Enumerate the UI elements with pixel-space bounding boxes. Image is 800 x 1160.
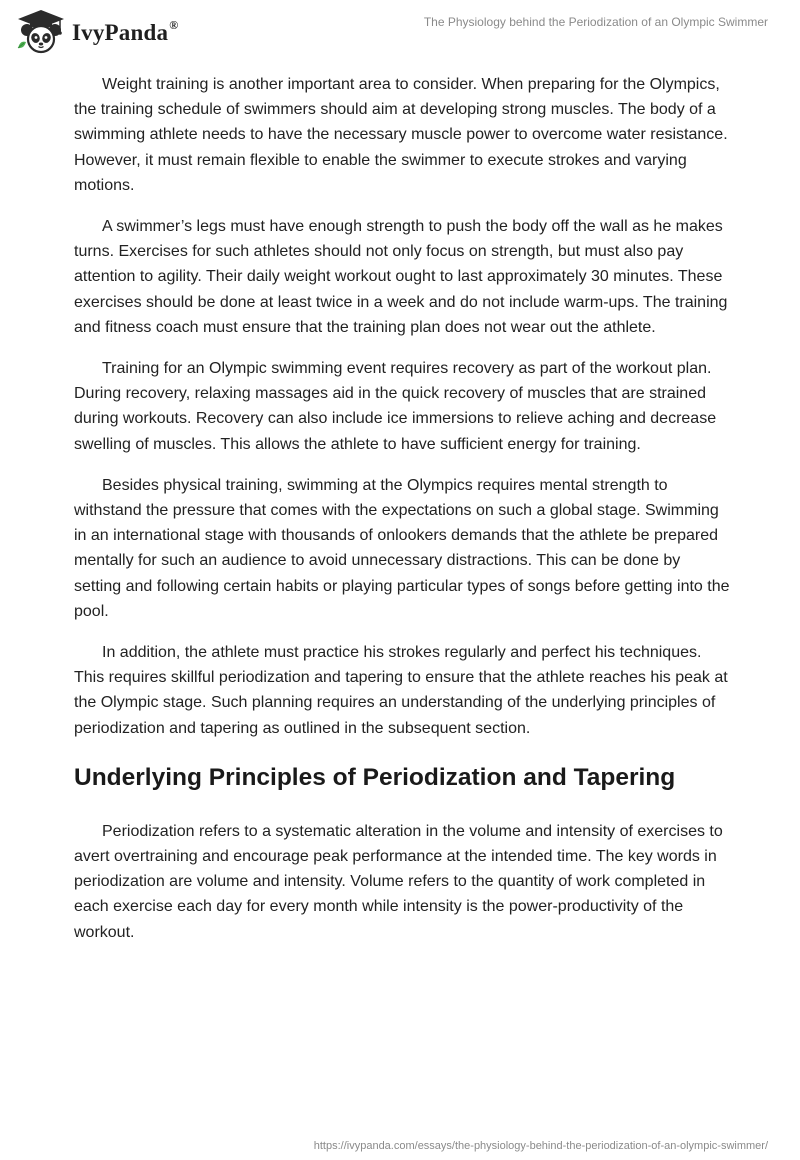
- page-header: [0, 0, 800, 62]
- paragraph: Besides physical training, swimming at the Olympics requires mental strength to withstand the pressure that comes with the expectations on such a global stage. Swimming in an international stage with thousands of onlookers demands that the athlete be prepared mentally for such an audience to avoid unnecessary distractions. This can be done by setting and following certain habits or playing particular types of songs before getting into the pool.: [74, 476, 730, 620]
- ivypanda-logo[interactable]: [14, 8, 178, 54]
- essay-content: [74, 72, 730, 961]
- brand-name: [72, 20, 178, 46]
- paragraph: In addition, the athlete must practice his strokes regularly and perfect his techniques. This requires skillful periodization and tapering to ensure that the athlete reaches his peak at the Olympic stage. Such planning requires an understanding of the underlying principles of periodization and tapering as outlined in the subsequent section.: [74, 644, 728, 737]
- paragraph: Periodization refers to a systematic alteration in the volume and intensity of exercises to avert overtraining and encourage peak performance at the intended time. The key words in periodization are volume and intensity. Volume refers to the quantity of work completed in each exercise each day for every month while intensity is the power-productivity of the workout.: [74, 822, 723, 941]
- panda-graduate-icon: [14, 8, 68, 54]
- brand-name-text: IvyPanda: [72, 20, 169, 45]
- source-url-link[interactable]: https://ivypanda.com/essays/the-physiology-behind-the-periodization-of-an-olympic-swimmer/: [313, 1140, 768, 1152]
- paragraph: A swimmer’s legs must have enough strength to push the body off the wall as he makes turns. Exercises for such athletes should not only focus on strength, but must also pay attention to agility. Their daily weight workout ought to last approximately 30 minutes. These exercises should be done at least twice in a week and do not include warm-ups. The training and fitness coach must ensure that the training plan does not wear out the athlete.: [74, 218, 728, 336]
- paragraph: Training for an Olympic swimming event requires recovery as part of the workout plan. During recovery, relaxing massages aid in the quick recovery of muscles that are strained during workouts. Recovery can also include ice immersions to relieve aching and decrease swelling of muscles. This allows the athlete to have sufficient energy for training.: [74, 360, 717, 453]
- paragraph: Weight training is another important area to consider. When preparing for the Olympics, the training schedule of swimmers should aim at developing strong muscles. The body of a swimming athlete needs to have the necessary muscle power to overcome water resistance. However, it must remain flexible to enable the swimmer to execute strokes and varying motions.: [74, 76, 728, 194]
- document-title: The Physiology behind the Periodization of an Olympic Swimmer: [423, 15, 768, 29]
- registered-mark: ®: [169, 18, 179, 32]
- section-heading: Underlying Principles of Periodization and Tapering: [74, 763, 676, 791]
